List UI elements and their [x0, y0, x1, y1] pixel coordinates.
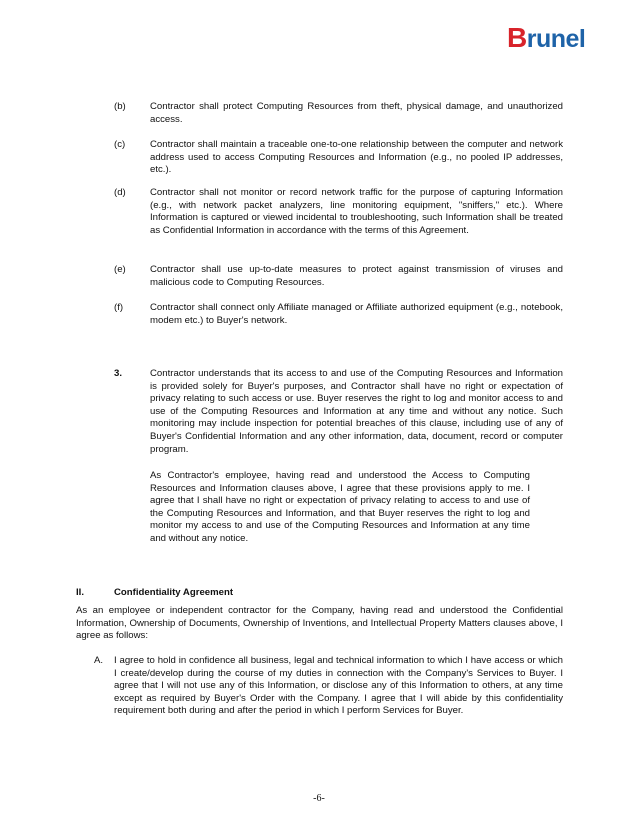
section-2-number: II.: [76, 587, 84, 598]
brunel-logo: Brunel: [507, 22, 586, 53]
item-e-label: (e): [114, 264, 126, 275]
section-2-title: Confidentiality Agreement: [114, 587, 234, 598]
item-c-text: Contractor shall maintain a traceable one-to-one relationship between the computer and network address used to access Computing Resources and Information (e.g., no pooled IP addresses, etc.).: [150, 139, 563, 176]
item-a-label: A.: [94, 655, 104, 666]
item-a-text: I agree to hold in confidence all business, legal and technical information to which I have access or which I create/develop during the course of my duties in connection with the Company's Services to Buyer. I agree that I will not use any of this Information, or disclose any of this Information to others, at any time except as required by Buyer's Order with the Company. I agree that I will abide by this confidentiality requirement both during and after the period in which I perform Services for Buyer.: [114, 655, 563, 717]
item-f-text: Contractor shall connect only Affiliate managed or Affiliate authorized equipment (e.g., notebook, modem etc.) to Buyer's network.: [150, 302, 563, 326]
section-3-text: Contractor understands that its access to and use of the Computing Resources and Information is provided solely for Buyer's purposes, and Contractor shall have no right or expectation of privacy relating to such access or use. Buyer reserves the right to log and monitor access to and use of the Computing Resources and Information at any time and without any notice. Such monitoring may include inspection for potential breaches of this clause, including use of any of Buyer's Confidential Information and any other information, data, document, record or computer program.: [150, 368, 563, 455]
item-d-label: (d): [114, 187, 126, 198]
page-number: -6-: [313, 793, 325, 804]
item-e-text: Contractor shall use up-to-date measures to protect against transmission of viruses and malicious code to Computing Resources.: [150, 264, 563, 288]
section-2-intro: As an employee or independent contractor for the Company, having read and understood the Confidential Information, Ownership of Documents, Ownership of Inventions, and Intellectual Property Matters clauses above, I agree as follows:: [76, 605, 563, 642]
item-d-text: Contractor shall not monitor or record network traffic for the purpose of capturing Information (e.g., with network packet analyzers, line monitoring equipment, "sniffers," etc.). Where Information is captured or viewed incidental to troubleshooting, such Information shall be treated as Confidential Information in accordance with the terms of this Agreement.: [150, 187, 563, 236]
item-c-label: (c): [114, 139, 126, 150]
section-3-label: 3.: [114, 368, 123, 379]
item-b-text: Contractor shall protect Computing Resources from theft, physical damage, and unauthorized access.: [150, 101, 563, 125]
item-f-label: (f): [114, 302, 124, 313]
employee-acknowledgement: As Contractor's employee, having read and understood the Access to Computing Resources and Information clauses above, I agree that these provisions apply to me. I agree that I shall have no right or expectation of privacy relating to access to and use of the Computing Resources and Information, and that Buyer reserves the right to log and monitor my access to and use of the Computing Resources and Information at any time and without any notice.: [150, 470, 530, 544]
item-b-label: (b): [114, 101, 126, 112]
